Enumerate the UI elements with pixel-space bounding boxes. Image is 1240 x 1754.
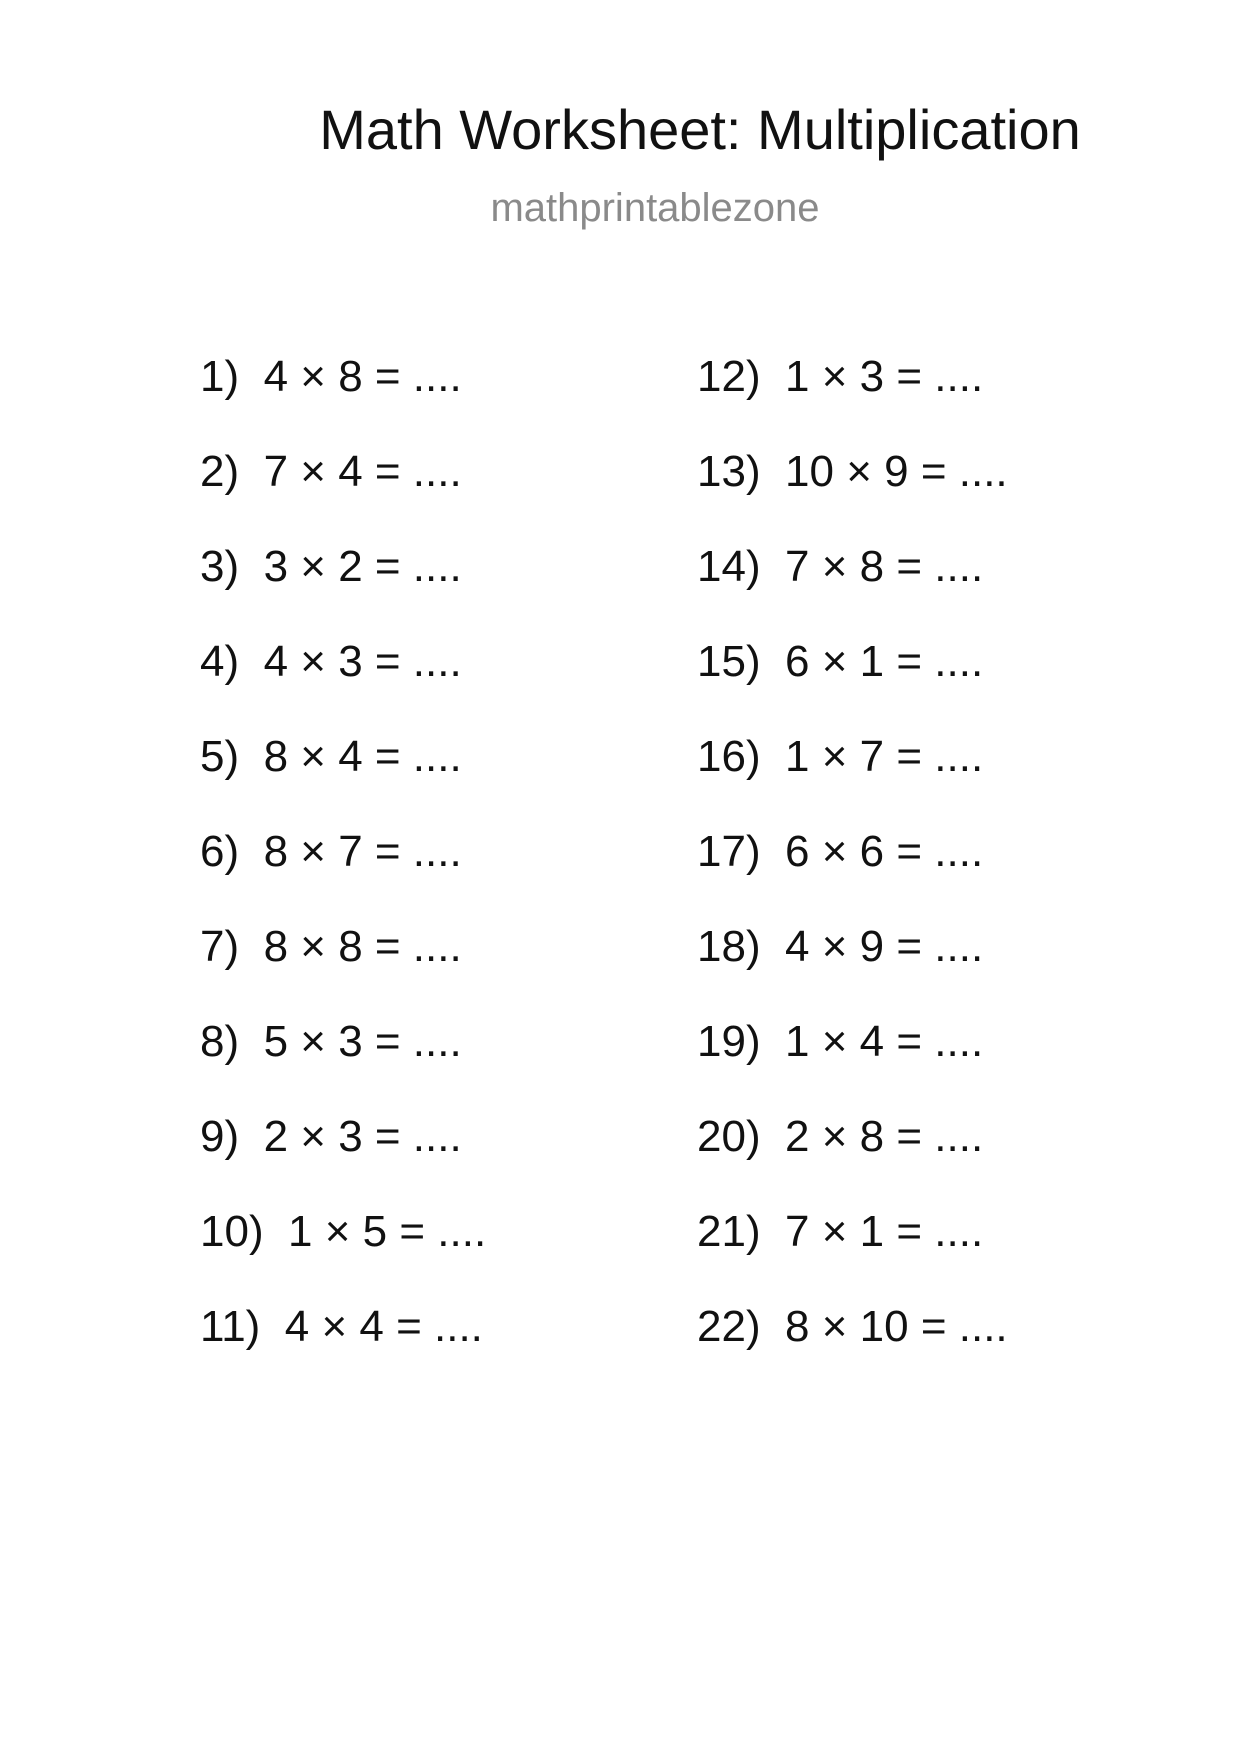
problem-item: 12) 1 × 3 = ....: [697, 352, 984, 401]
problem-item: 5) 8 × 4 = ....: [200, 732, 462, 781]
problem-item: 19) 1 × 4 = ....: [697, 1017, 984, 1066]
problem-item: 9) 2 × 3 = ....: [200, 1112, 462, 1161]
problem-item: 2) 7 × 4 = ....: [200, 447, 462, 496]
problem-item: 8) 5 × 3 = ....: [200, 1017, 462, 1066]
problem-item: 20) 2 × 8 = ....: [697, 1112, 984, 1161]
page-subtitle: mathprintablezone: [490, 186, 820, 230]
problem-item: 1) 4 × 8 = ....: [200, 352, 462, 401]
problem-item: 14) 7 × 8 = ....: [697, 542, 984, 591]
problem-column-left: [200, 350, 486, 1395]
page-title: Math Worksheet: Multiplication: [319, 98, 1081, 161]
problem-item: 10) 1 × 5 = ....: [200, 1207, 487, 1256]
problem-item: 16) 1 × 7 = ....: [697, 732, 984, 781]
problem-item: 15) 6 × 1 = ....: [697, 637, 984, 686]
problem-column-right: [697, 350, 1008, 1395]
problem-item: 21) 7 × 1 = ....: [697, 1207, 984, 1256]
problem-item: 4) 4 × 3 = ....: [200, 637, 462, 686]
problem-item: 18) 4 × 9 = ....: [697, 922, 984, 971]
problem-item: 13) 10 × 9 = ....: [697, 447, 1008, 496]
problem-item: 7) 8 × 8 = ....: [200, 922, 462, 971]
problem-item: 17) 6 × 6 = ....: [697, 827, 984, 876]
problem-item: 11) 4 × 4 = ....: [200, 1302, 483, 1351]
problem-item: 22) 8 × 10 = ....: [697, 1302, 1008, 1351]
problem-item: 3) 3 × 2 = ....: [200, 542, 462, 591]
problem-item: 6) 8 × 7 = ....: [200, 827, 462, 876]
